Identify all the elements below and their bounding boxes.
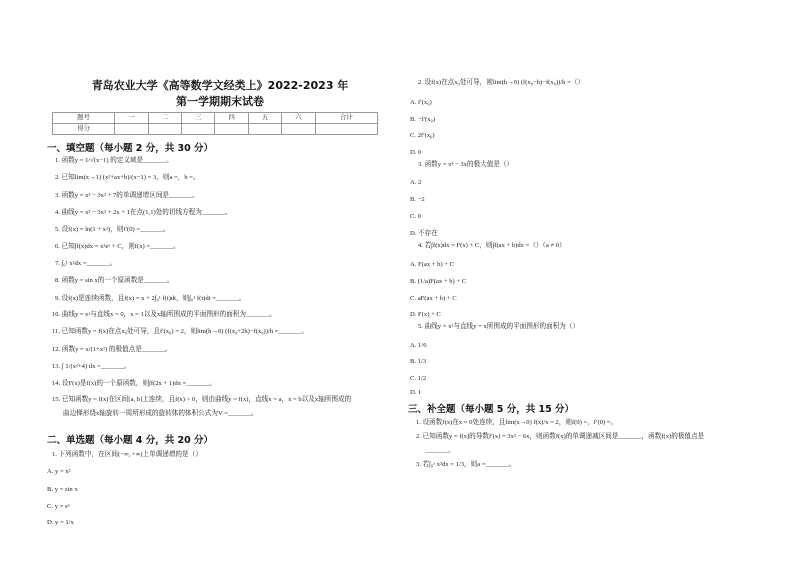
question: 3. 函数y = x³ − 3x² + 7的单调递增区间是_______。 xyxy=(55,192,199,199)
option[interactable]: C. aF(ax + b) + C xyxy=(410,295,457,302)
score-cell: 五 xyxy=(248,113,281,124)
option[interactable]: D. y = 1/x xyxy=(47,519,74,526)
question: 1. 下列函数中，在区间(−∞, +∞)上单调递增的是（） xyxy=(52,451,202,458)
option[interactable]: C. 1/2 xyxy=(410,375,427,382)
question: 6. 已知∫f(x)dx = x²eˣ + C，则f(x) =_______。 xyxy=(55,243,180,250)
section3-heading: 三、补全题（每小题 5 分，共 15 分） xyxy=(408,404,575,415)
score-input-cell[interactable] xyxy=(182,124,215,135)
score-table xyxy=(52,112,378,135)
score-cell: 合计 xyxy=(315,113,377,124)
score-cell: 题号 xyxy=(53,113,115,124)
option[interactable]: B. y = sin x xyxy=(47,486,78,493)
score-table-header-row xyxy=(53,113,378,124)
score-input-cell[interactable] xyxy=(148,124,181,135)
score-input-cell[interactable] xyxy=(282,124,315,135)
score-cell: 三 xyxy=(182,113,215,124)
question: _______。 xyxy=(425,447,455,454)
score-input-cell[interactable] xyxy=(115,124,148,135)
question: 14. 设F(x)是f(x)的一个原函数，则∫f(2x + 1)dx =_______。 xyxy=(52,380,216,387)
option[interactable]: A. y = x² xyxy=(47,468,71,475)
question: 9. 设f(x)是连续函数，且f(x) = x + 2∫₀¹ f(t)dt，则∫₀¹ f(t)dt =_______。 xyxy=(55,295,246,302)
score-input-cell[interactable] xyxy=(248,124,281,135)
score-cell: 四 xyxy=(215,113,248,124)
option[interactable]: A. 1/6 xyxy=(410,342,427,349)
section1-heading: 一、填空题（每小题 2 分，共 30 分） xyxy=(47,143,214,154)
question: 13. ∫ 1/(x²+4) dx =_______。 xyxy=(52,363,131,370)
question: 5. 设f(x) = ln(1 + x²)，则f′(0) =_______。 xyxy=(55,226,170,233)
question: 4. 曲线y = x³ − 3x² + 2x + 1在点(1,1)处的切线方程为_______。 xyxy=(55,209,232,216)
option[interactable]: D. 不存在 xyxy=(410,230,438,237)
option[interactable]: B. −2 xyxy=(410,196,425,203)
question: 12. 函数y = x/(1+x²) 的极值点是_______。 xyxy=(52,346,172,353)
score-row-label: 得分 xyxy=(53,124,115,135)
exam-title: 青岛农业大学《高等数学文经类上》2022-2023 年 xyxy=(91,79,349,92)
question: 2. 已知函数y = f(x)的导数f′(x) = 3x² − 6x，则函数f(x)的单调递减区间是_______，函数f(x)的极值点是 xyxy=(416,433,705,440)
question: 8. 函数y = sin x的一个原函数是_______。 xyxy=(55,277,174,284)
question: 3. 函数y = x³ − 3x的极大值是（） xyxy=(418,161,514,168)
option[interactable]: C. 2f′(x₀) xyxy=(410,132,435,139)
question: 1. 设函数f(x)在x = 0处连续，且lim(x→0) f(x)/x = 2，则f(0) =，f′(0) =。 xyxy=(416,419,618,426)
question: 2. 设f(x)在点x₀处可导，则lim(h→0) (f(x₀−h)−f(x₀))/h =（） xyxy=(418,79,585,86)
score-cell: 二 xyxy=(148,113,181,124)
option[interactable]: A. f′(x₀) xyxy=(410,99,432,106)
question: 曲边梯形绕x轴旋转一周所形成的旋转体的体积公式为V =_______。 xyxy=(63,410,258,417)
option[interactable]: A. F(ax + b) + C xyxy=(410,261,455,268)
question: 2. 已知lim(x→1) (x²+ax+b)/(x−1) = 3，则a =，b =。 xyxy=(55,174,200,181)
option[interactable]: B. (1/a)F(ax + b) + C xyxy=(410,278,467,285)
option[interactable]: D. 0 xyxy=(410,149,422,156)
option[interactable]: B. 1/3 xyxy=(410,358,427,365)
score-cell: 六 xyxy=(282,113,315,124)
question: 1. 函数y = 1/√(x−1) 的定义域是_______。 xyxy=(55,157,173,164)
option[interactable]: A. 2 xyxy=(410,179,422,186)
right-shade xyxy=(408,74,778,400)
score-table-score-row xyxy=(53,124,378,135)
question: 4. 若∫f(x)dx = F(x) + C，则∫f(ax + b)dx =（）（a ≠ 0） xyxy=(418,242,566,249)
option[interactable]: D. F(x) + C xyxy=(410,311,441,318)
question: 11. 已知函数y = f(x)在点x₀处可导，且f′(x₀) = 2，则lim(h→0) (f(x₀+2h)−f(x₀))/h =_______。 xyxy=(52,328,309,335)
option[interactable]: C. 0 xyxy=(410,213,421,220)
exam-subtitle: 第一学期期末试卷 xyxy=(176,95,264,108)
score-cell: 一 xyxy=(115,113,148,124)
question: 3. 若∫₀ᵃ x²dx = 1/3，则a =_______。 xyxy=(416,461,516,468)
question: 15. 已知函数y = f(x)在区间[a, b]上连续，且f(x) > 0，则由曲线y = f(x)，直线x = a，x = b以及x轴所围成的 xyxy=(52,396,352,403)
score-input-cell[interactable] xyxy=(215,124,248,135)
question: 7. ∫₀¹ x²dx =_______。 xyxy=(55,260,117,267)
section2-heading: 二、单选题（每小题 4 分，共 20 分） xyxy=(47,435,214,446)
question: 5. 曲线y = x²与直线y = x所围成的平面图形的面积为（） xyxy=(418,323,580,330)
score-input-cell[interactable] xyxy=(315,124,377,135)
option[interactable]: B. −f′(x₀) xyxy=(410,116,436,123)
option[interactable]: C. y = eˣ xyxy=(47,503,70,510)
question: 10. 曲线y = eˣ与直线x = 0，x = 1以及x轴所围成的平面图形的面积为_______。 xyxy=(52,311,276,318)
option[interactable]: D. 1 xyxy=(410,389,422,396)
